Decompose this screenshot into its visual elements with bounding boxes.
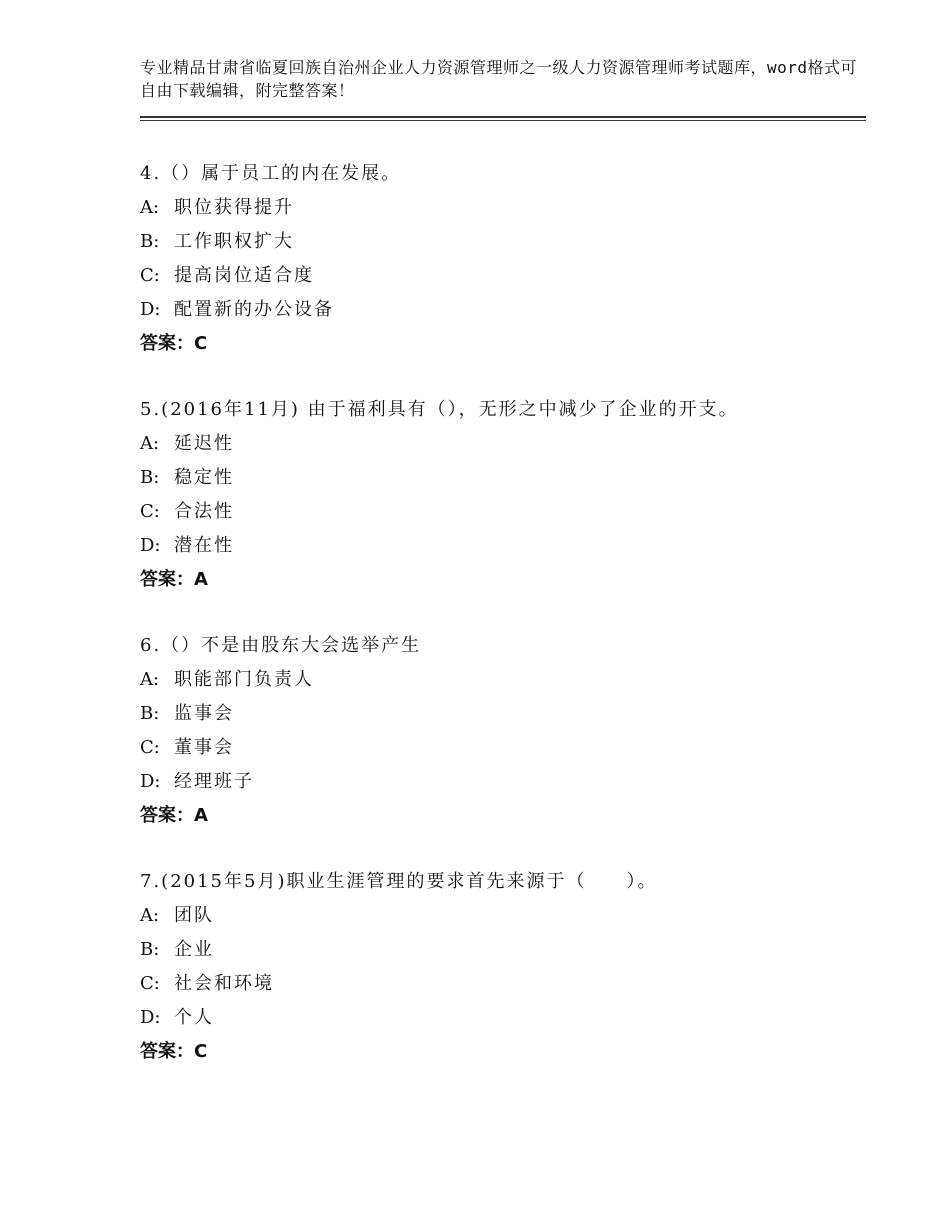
option-key: B: bbox=[140, 939, 160, 960]
document-page bbox=[140, 56, 866, 1101]
question-stem: 7.(2015年5月)职业生涯管理的要求首先来源于（ ）。 bbox=[140, 871, 658, 892]
option-text: 董事会 bbox=[174, 737, 234, 758]
option-text: 团队 bbox=[174, 905, 214, 926]
option-c bbox=[140, 731, 866, 765]
question-item bbox=[140, 157, 866, 361]
option-b bbox=[140, 697, 866, 731]
option-key: D: bbox=[140, 1007, 161, 1028]
option-text: 潜在性 bbox=[174, 535, 234, 556]
option-b bbox=[140, 461, 866, 495]
option-d bbox=[140, 1001, 866, 1035]
option-text: 经理班子 bbox=[174, 771, 254, 792]
option-key: D: bbox=[140, 535, 161, 556]
option-text: 合法性 bbox=[174, 501, 234, 522]
question-item bbox=[140, 393, 866, 597]
option-key: C: bbox=[140, 501, 160, 522]
option-text: 社会和环境 bbox=[174, 973, 274, 994]
option-text: 职位获得提升 bbox=[174, 197, 294, 218]
option-key: A: bbox=[140, 905, 160, 926]
option-text: 监事会 bbox=[174, 703, 234, 724]
option-key: A: bbox=[140, 197, 160, 218]
option-key: A: bbox=[140, 669, 160, 690]
answer-line: 答案：C bbox=[140, 333, 208, 354]
option-a bbox=[140, 663, 866, 697]
option-text: 企业 bbox=[174, 939, 214, 960]
option-text: 提高岗位适合度 bbox=[174, 265, 314, 286]
option-key: C: bbox=[140, 737, 160, 758]
document-header-title: 专业精品甘肃省临夏回族自治州企业人力资源管理师之一级人力资源管理师考试题库，word格式可自由下载编辑，附完整答案！ bbox=[140, 58, 858, 100]
answer-line: 答案：A bbox=[140, 569, 208, 590]
option-text: 职能部门负责人 bbox=[174, 669, 314, 690]
answer-line: 答案：C bbox=[140, 1041, 208, 1062]
option-text: 个人 bbox=[174, 1007, 214, 1028]
option-key: B: bbox=[140, 467, 160, 488]
question-list bbox=[140, 157, 866, 1069]
option-c bbox=[140, 259, 866, 293]
header-divider bbox=[140, 116, 866, 121]
question-stem: 5.(2016年11月) 由于福利具有（），无形之中减少了企业的开支。 bbox=[140, 399, 739, 420]
answer-line: 答案：A bbox=[140, 805, 208, 826]
option-d bbox=[140, 529, 866, 563]
option-key: B: bbox=[140, 703, 160, 724]
option-d bbox=[140, 293, 866, 327]
option-text: 配置新的办公设备 bbox=[174, 299, 334, 320]
option-a bbox=[140, 899, 866, 933]
option-text: 工作职权扩大 bbox=[174, 231, 294, 252]
option-key: D: bbox=[140, 771, 161, 792]
option-b bbox=[140, 933, 866, 967]
option-b bbox=[140, 225, 866, 259]
question-item bbox=[140, 865, 866, 1069]
option-c bbox=[140, 495, 866, 529]
option-c bbox=[140, 967, 866, 1001]
option-key: A: bbox=[140, 433, 160, 454]
question-stem: 6.（）不是由股东大会选举产生 bbox=[140, 635, 422, 656]
option-text: 延迟性 bbox=[174, 433, 234, 454]
option-a bbox=[140, 191, 866, 225]
option-key: C: bbox=[140, 973, 160, 994]
option-d bbox=[140, 765, 866, 799]
question-item bbox=[140, 629, 866, 833]
option-a bbox=[140, 427, 866, 461]
option-text: 稳定性 bbox=[174, 467, 234, 488]
option-key: D: bbox=[140, 299, 161, 320]
question-stem: 4.（）属于员工的内在发展。 bbox=[140, 163, 402, 184]
option-key: B: bbox=[140, 231, 160, 252]
option-key: C: bbox=[140, 265, 160, 286]
